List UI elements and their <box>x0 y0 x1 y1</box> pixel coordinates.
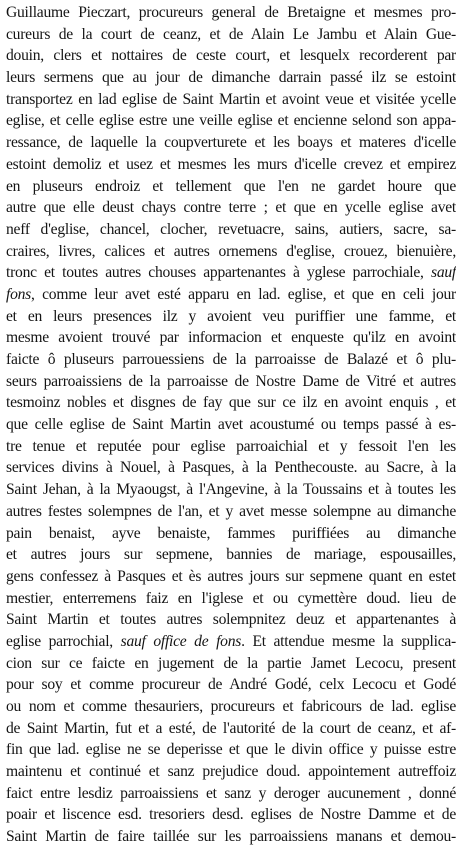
text-line <box>6 262 456 284</box>
text-span: Saint Jehan, à la Myaougst, à l'Angevine, à la Toussains et à toutes les <box>6 481 456 499</box>
text-span: cureurs de la court de ceanz, et de Alain Le Jambu et Alain Gue- <box>6 25 456 43</box>
text-line <box>6 501 456 523</box>
text-span: en pluseurs endroiz et tellement que l'en ne gardet houre que <box>6 177 456 195</box>
text-line <box>6 696 456 718</box>
text-line <box>6 2 456 24</box>
text-line <box>6 132 456 154</box>
text-line <box>6 89 456 111</box>
text-span: eglise parrochial, <box>6 632 121 650</box>
text-span: douin, clers et nottaires de ceste court, et lesquelx recorderent par <box>6 47 456 65</box>
text-line <box>6 306 456 328</box>
text-line <box>6 479 456 501</box>
text-span: mestier, enterremens faiz en l'iglese et ou cymettère doud. lieu de <box>6 589 456 607</box>
text-span: gens confessez à Pasques et ès autres jours sur sepmene quant en estet <box>6 567 456 585</box>
text-span: Guillaume Pieczart, procureurs general de Bretaigne et mesmes pro- <box>6 4 456 21</box>
text-span: estoint demoliz et usez et mesmes les murs d'icelle crevez et empirez <box>6 155 456 173</box>
text-line <box>6 241 456 263</box>
text-line <box>6 566 456 588</box>
text-span: et en leurs presences ilz y avoient veu puriffier une famme, et <box>6 307 456 325</box>
text-span: autre que elle deust chays contre terre ; et que en ycelle eglise avet <box>6 199 456 217</box>
italic-span: fons <box>6 285 31 303</box>
text-span: ressance, de laquelle la coupverturete et les boays et materes d'icelle <box>6 134 456 152</box>
text-line <box>6 154 456 176</box>
text-span: poair et liscence esd. tresoriers desd. eglises de Nostre Damme et de <box>6 806 456 824</box>
text-line <box>6 544 456 566</box>
text-line <box>6 110 456 132</box>
text-line <box>6 24 456 46</box>
text-line <box>6 761 456 783</box>
text-span: mesme avoient trouvé par informacion et enqueste qu'ilz en avoint <box>6 329 456 347</box>
text-span: que celle eglise de Saint Martin avet acoustumé ou temps passé à es- <box>6 416 456 434</box>
text-span: tre tenue et reputée pour eglise parroaichial et y fessoit l'en les <box>6 437 456 455</box>
text-span: tesmoinz nobles et disgnes de fay que sur ce ilz en avoint enquis , et <box>6 394 456 412</box>
text-line <box>6 349 456 371</box>
text-span: de Saint Martin, fut et a esté, de l'autorité de la court de ceanz, et af- <box>6 719 456 737</box>
text-span: pour soy et comme procureur de André Godé, celx Lecocu et Godé <box>6 676 456 694</box>
text-span: Saint Martin de faire taillée sur les parroaissiens manans et demou- <box>6 828 456 846</box>
text-span: neff d'eglise, chancel, clocher, revetuacre, sains, autiers, sacre, sa- <box>6 220 456 238</box>
text-span: faict entre lesdiz parroaissiens et sanz y deroger aucunement , donné <box>6 784 456 802</box>
text-line <box>6 718 456 740</box>
text-span: tronc et toutes autres chouses appartenantes à yglese parrochiale, <box>6 264 431 282</box>
document-page <box>6 2 456 848</box>
text-line <box>6 826 456 848</box>
text-span: transportez en lad eglise de Saint Martin et avoint veue et visitée ycelle <box>6 90 456 108</box>
italic-span: sauf office de fons <box>120 632 242 650</box>
text-span: eglise, et celle eglise estre une veille eglise et encienne selond son appa- <box>6 112 456 130</box>
text-line <box>6 457 456 479</box>
text-line <box>6 371 456 393</box>
text-line <box>6 674 456 696</box>
text-span: et autres jours sur sepmene, bannies de mariage, espousailles, <box>6 546 456 564</box>
text-line <box>6 653 456 675</box>
text-line <box>6 523 456 545</box>
text-span: , comme leur avet esté apparu en lad. eglise, et que en celi jour <box>31 285 456 303</box>
text-line <box>6 219 456 241</box>
text-line <box>6 327 456 349</box>
text-span: autres festes solempnes de l'an, et y avet messe solempne au dimanche <box>6 502 456 520</box>
text-line <box>6 804 456 826</box>
text-line <box>6 588 456 610</box>
text-span: pain benaist, ayve benaiste, fammes puriffiées au dimanche <box>6 524 456 542</box>
text-span: services divins à Nouel, à Pasques, à la Penthecouste. au Sacre, à la <box>6 459 456 477</box>
text-line <box>6 392 456 414</box>
text-span: ou nom et comme thesauriers, procureurs et fabricours de lad. eglise <box>6 698 456 715</box>
text-span: Saint Martin et toutes autres solempnitez deuz et appartenantes à <box>6 611 456 629</box>
text-span: craires, livres, calices et autres ornemens d'eglise, crouez, bienuière, <box>6 242 456 260</box>
text-span: leurs sermens que au jour de dimanche darrain passé ilz se estoint <box>6 69 456 87</box>
text-line <box>6 414 456 436</box>
text-span: fin que lad. eglise ne se deperisse et que le divin office y puisse estre <box>6 741 456 759</box>
text-line <box>6 67 456 89</box>
text-line <box>6 739 456 761</box>
text-line <box>6 783 456 805</box>
text-line <box>6 284 456 306</box>
text-line <box>6 609 456 631</box>
text-line <box>6 436 456 458</box>
text-line <box>6 176 456 198</box>
text-line <box>6 197 456 219</box>
text-line <box>6 45 456 67</box>
text-span: faicte ô pluseurs parrouessiens de la parroaisse de Balazé et ô plu- <box>6 351 456 368</box>
italic-span: sauf <box>431 264 456 282</box>
text-span: . Et attendue mesme la supplica- <box>241 632 456 650</box>
text-span: cion sur ce faicte en jugement de la partie Jamet Lecocu, present <box>6 654 456 672</box>
text-span: maintenu et continué et sanz prejudice doud. appointement autreffoiz <box>6 763 456 781</box>
text-span: seurs parroaissiens de la parroaisse de Nostre Dame de Vitré et autres <box>6 372 456 390</box>
text-line <box>6 631 456 653</box>
